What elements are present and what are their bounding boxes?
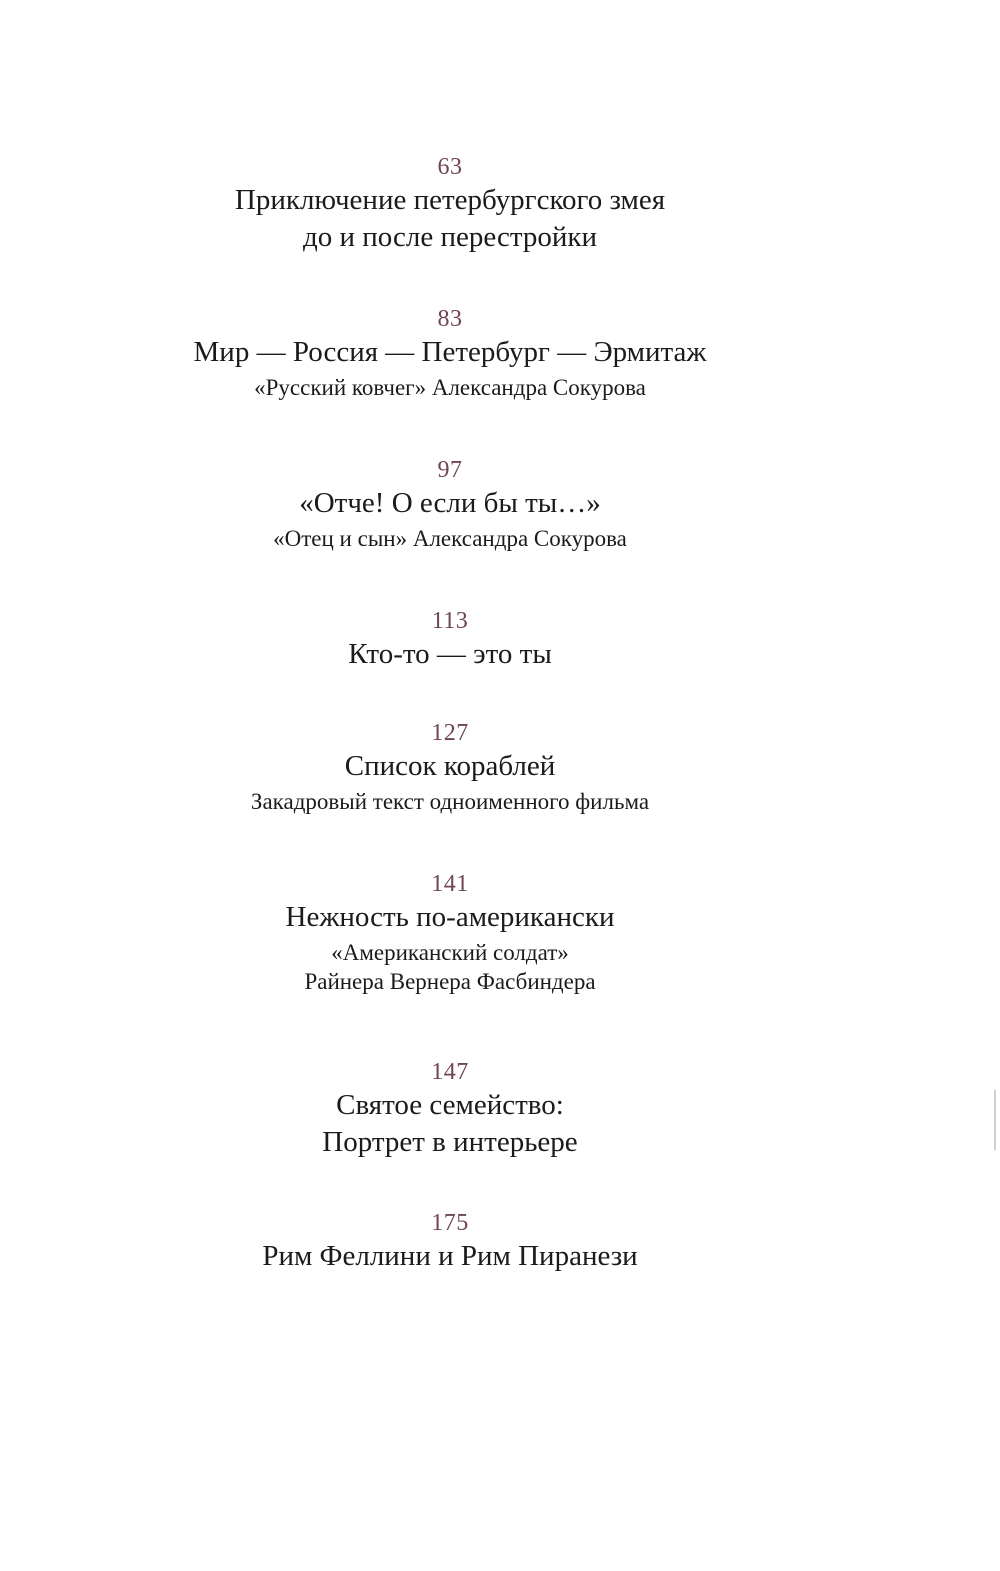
page-number: 113 bbox=[431, 608, 469, 634]
toc-entry[interactable] bbox=[0, 718, 950, 816]
toc-entry[interactable] bbox=[0, 304, 950, 402]
toc-entry[interactable] bbox=[0, 1057, 950, 1161]
scan-artifact bbox=[994, 1090, 996, 1150]
entry-subtitle-line: Закадровый текст одноименного фильма bbox=[250, 789, 650, 814]
entry-title-line: Рим Феллини и Рим Пиранези bbox=[262, 1240, 638, 1272]
entry-title-line: Приключение петербургского змея bbox=[234, 184, 666, 216]
page-number: 63 bbox=[437, 154, 463, 180]
entry-title-line: Святое семейство: bbox=[336, 1089, 564, 1121]
entry-title-line: Нежность по-американски bbox=[285, 901, 615, 933]
entry-title-line: Мир — Россия — Петербург — Эрмитаж bbox=[193, 336, 707, 368]
entry-subtitle-line: «Американский солдат» bbox=[331, 940, 569, 965]
entry-title-line: до и после перестройки bbox=[303, 221, 597, 253]
entry-subtitle-line: Райнера Вернера Фасбиндера bbox=[304, 969, 596, 994]
entry-title-line: Список кораблей bbox=[344, 750, 556, 782]
entry-title-line: Кто-то — это ты bbox=[348, 638, 552, 670]
toc-entry[interactable] bbox=[0, 455, 950, 553]
page-number: 83 bbox=[437, 306, 463, 332]
page-number: 141 bbox=[431, 871, 469, 897]
page-number: 175 bbox=[431, 1210, 469, 1236]
entry-subtitle-line: «Отец и сын» Александра Сокурова bbox=[273, 526, 627, 551]
entry-subtitle-line: «Русский ковчег» Александра Сокурова bbox=[254, 375, 646, 400]
toc-entry[interactable] bbox=[0, 152, 950, 256]
toc-entry[interactable] bbox=[0, 1208, 950, 1275]
entry-title-line: «Отче! О если бы ты…» bbox=[299, 487, 601, 519]
page-number: 127 bbox=[431, 720, 469, 746]
page-number: 97 bbox=[437, 457, 463, 483]
page-number: 147 bbox=[431, 1059, 469, 1085]
toc-entry[interactable] bbox=[0, 606, 950, 673]
toc-entry[interactable] bbox=[0, 869, 950, 996]
entry-title-line: Портрет в интерьере bbox=[322, 1126, 578, 1158]
